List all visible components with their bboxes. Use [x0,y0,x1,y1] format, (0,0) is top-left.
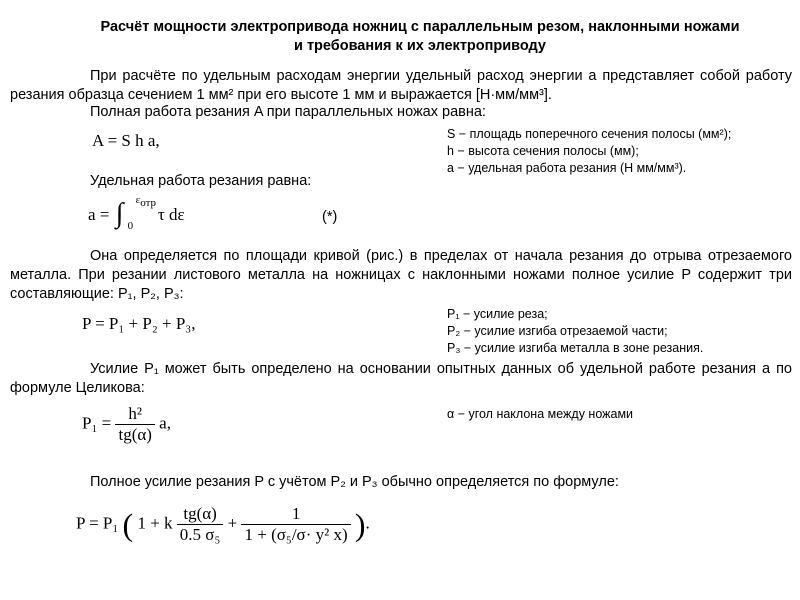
paragraph-specific-energy: При расчёте по удельным расходам энергии удельный расход энергии a представляет собой работу резания образца сечением 1 мм² при его высоте 1 мм и выражается [Н·мм/мм³]. [10,68,792,103]
formula-full-force: P = P₁ ( 1 + k $\frac{tg(\alpha)}{\text{0.5 σ₅}}$ + $\frac{1}{\text{1 + (σ₅/σ· y² x)}}$ ). [76,504,370,544]
note-height: h − высота сечения полосы (мм); [447,144,639,158]
formula-total-work: A = S h a, [92,131,160,150]
note-p1: P₁ − усилие реза; [447,307,548,321]
formula-tselikov: P₁ = $\frac{\text{h²}}{tg(\alpha)}$ a, [82,404,171,444]
formula-tag: (*) [322,209,338,225]
page-title: Расчёт мощности электропривода ножниц с параллельным резом, наклонными ножами и требования к их электроприводу [100,19,740,54]
note-specific-work: a − удельная работа резания (Н мм/мм³). [447,161,687,175]
paragraph-full-force: Полное усилие резания P с учётом P₂ и P₃ обычно определяется по формуле: [90,474,619,490]
paragraph-tselikov: Усилие P₁ может быть определено на основании опытных данных об удельной работе резания a по формуле Целикова: [10,361,792,396]
integral-sign: ∫ [115,198,124,229]
note-p2: P₂ − усилие изгиба отрезаемой части; [447,324,668,338]
note-area: S − площадь поперечного сечения полосы (мм²); [447,127,732,141]
paragraph-total-work: Полная работа резания A при параллельных ножах равна: [90,104,486,120]
note-p3: P₃ − усилие изгиба металла в зоне резания. [447,341,704,355]
paragraph-specific-work: Удельная работа резания равна: [90,173,312,189]
paragraph-force-components: Она определяется по площади кривой (рис.) в пределах от начала резания до отрыва отрезаемого металла. При резании листового металла на ножницах с наклонными ножами полное усилие P содержит три составляющие: P₁, P₂, P₃: [10,248,792,302]
formula-specific-work-integral: a = ∫ $\varepsilon_{отр}$ 0 τ dε [88,194,185,232]
note-alpha: α − угол наклона между ножами [447,407,634,421]
formula-total-force: P = P₁ + P₂ + P₃, [82,314,196,333]
